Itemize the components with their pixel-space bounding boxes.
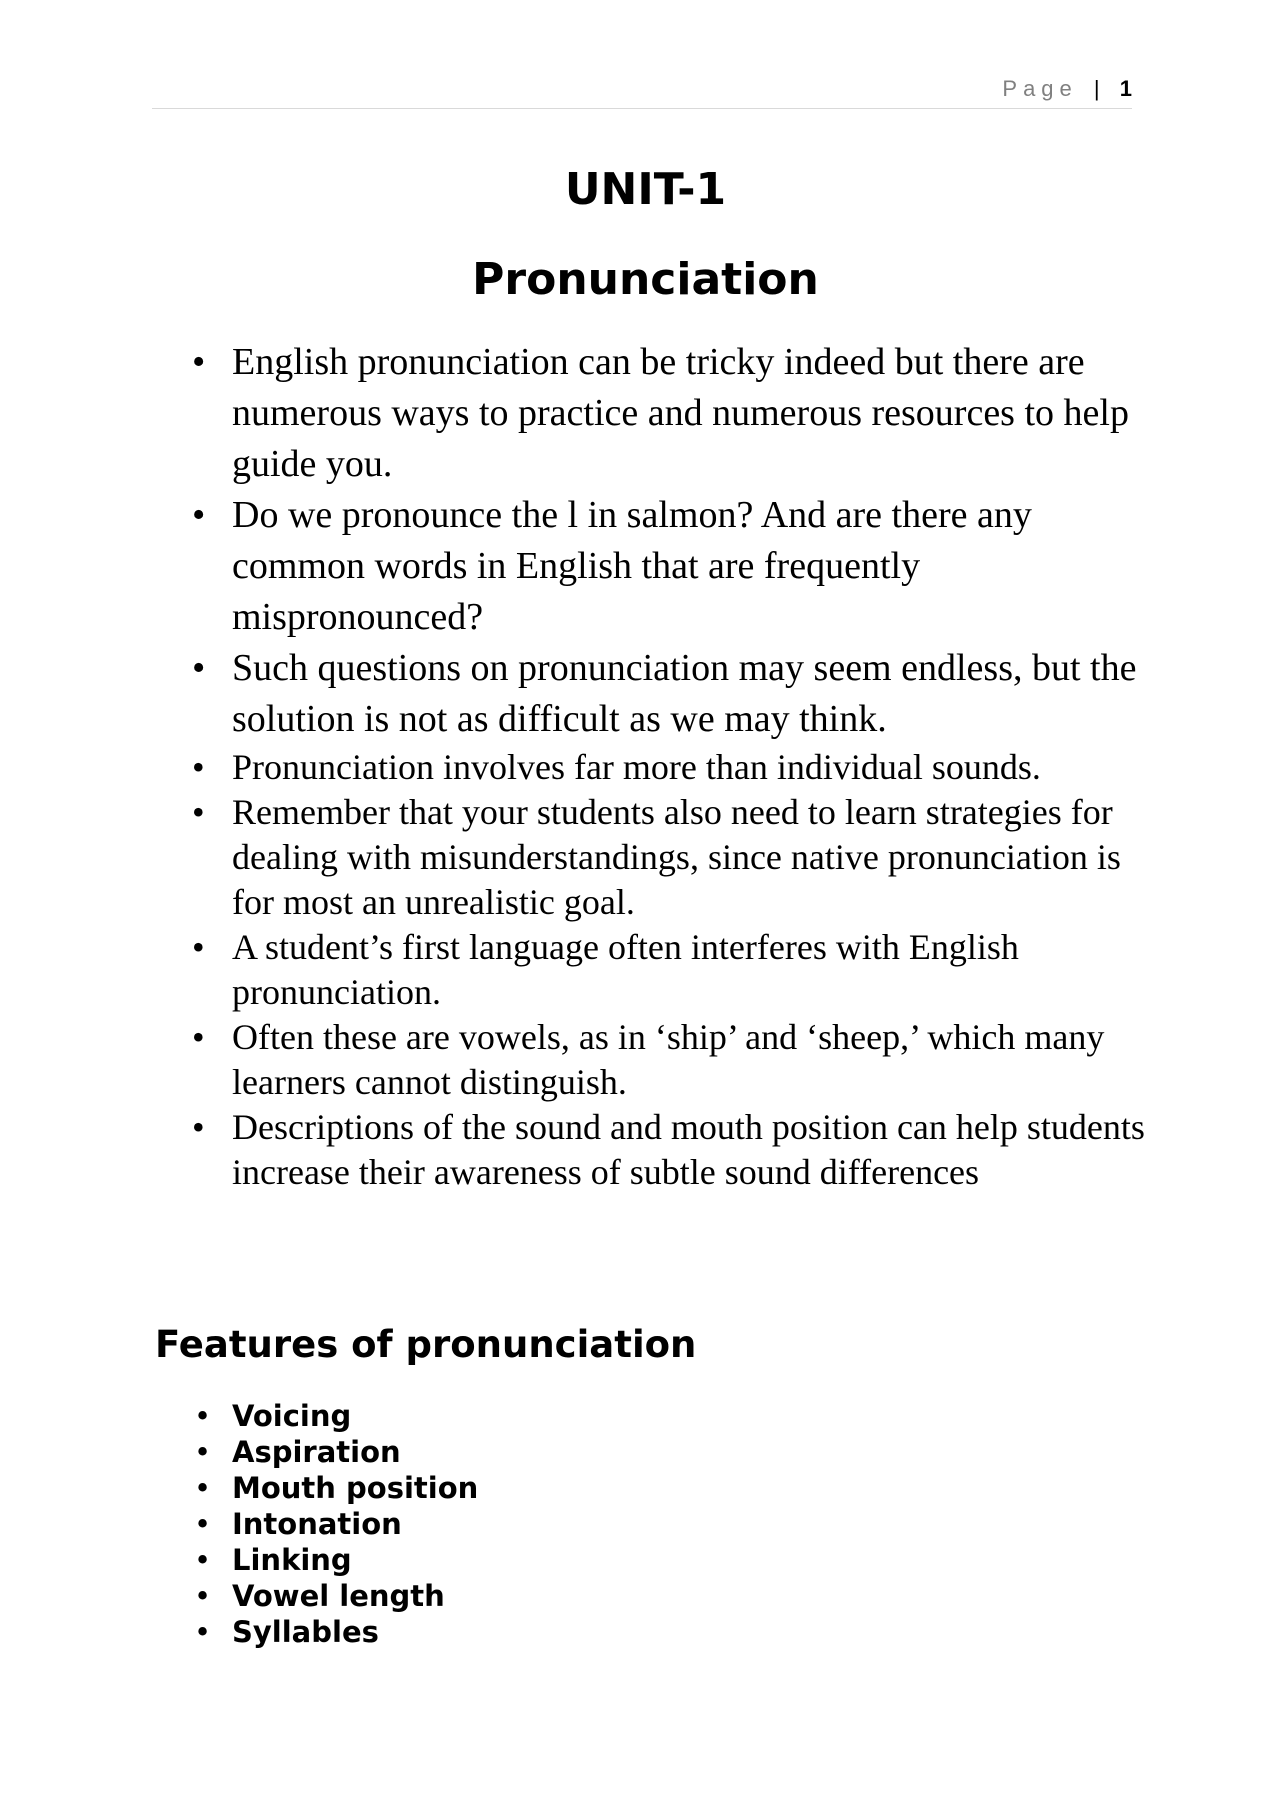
feature-text: Aspiration <box>232 1435 401 1469</box>
bullet-text: Often these are vowels, as in ‘ship’ and ‘sheep,’ which many learners cannot distinguish. <box>232 1017 1105 1102</box>
bullet-text: Such questions on pronunciation may seem endless, but the solution is not as difficult as we may think. <box>232 647 1137 740</box>
bullet-icon: • <box>194 1579 212 1613</box>
bullet-item <box>188 925 1148 1015</box>
bullet-text: Do we pronounce the l in salmon? And are there any common words in English that are frequently mispronounced? <box>232 494 1032 638</box>
feature-text: Mouth position <box>232 1471 479 1505</box>
page-number: 1 <box>1119 76 1132 101</box>
bullet-icon: • <box>192 792 205 832</box>
bullet-text: Pronunciation involves far more than individual sounds. <box>232 747 1041 787</box>
bullet-item <box>188 790 1148 925</box>
bullet-item <box>188 1015 1148 1105</box>
bullet-item <box>188 1105 1148 1195</box>
bullet-icon: • <box>192 341 206 383</box>
bullet-icon: • <box>194 1615 212 1649</box>
page-number-label <box>1002 76 1132 102</box>
feature-text: Linking <box>232 1543 352 1577</box>
features-heading: Features of pronunciation <box>155 1323 697 1366</box>
feature-text: Intonation <box>232 1507 402 1541</box>
bullet-item <box>188 490 1148 643</box>
feature-item <box>188 1506 478 1542</box>
bullet-icon: • <box>192 747 205 787</box>
page-separator: | <box>1093 76 1100 101</box>
page-title: Pronunciation <box>472 254 819 305</box>
bullet-text: English pronunciation can be tricky indeed but there are numerous ways to practice and numerous resources to help guide you. <box>232 341 1129 485</box>
bullet-text: Remember that your students also need to learn strategies for dealing with misunderstandings, since native pronunciation is for most an unrealistic goal. <box>232 792 1121 922</box>
feature-item <box>188 1470 478 1506</box>
bullet-icon: • <box>192 494 206 536</box>
page-label: Page <box>1002 76 1078 101</box>
bullet-item <box>188 745 1148 790</box>
feature-item <box>188 1614 478 1650</box>
bullet-icon: • <box>192 927 205 967</box>
bullet-icon: • <box>192 647 206 689</box>
features-list <box>188 1398 478 1650</box>
bullet-icon: • <box>194 1543 212 1577</box>
bullet-text: Descriptions of the sound and mouth position can help students increase their awareness of subtle sound differences <box>232 1107 1145 1192</box>
feature-item <box>188 1398 478 1434</box>
feature-item <box>188 1542 478 1578</box>
page-header <box>152 68 1132 109</box>
feature-text: Vowel length <box>232 1579 445 1613</box>
bullet-icon: • <box>194 1399 212 1433</box>
bullet-icon: • <box>194 1507 212 1541</box>
pronunciation-bullet-list <box>188 337 1148 1195</box>
bullet-icon: • <box>192 1107 205 1147</box>
bullet-icon: • <box>192 1017 205 1057</box>
feature-item <box>188 1434 478 1470</box>
feature-text: Syllables <box>232 1615 379 1649</box>
bullet-text: A student’s first language often interferes with English pronunciation. <box>232 927 1019 1012</box>
bullet-icon: • <box>194 1471 212 1505</box>
bullet-icon: • <box>194 1435 212 1469</box>
bullet-item <box>188 337 1148 490</box>
unit-title: UNIT-1 <box>564 164 727 215</box>
feature-item <box>188 1578 478 1614</box>
bullet-item <box>188 643 1148 745</box>
feature-text: Voicing <box>232 1399 352 1433</box>
